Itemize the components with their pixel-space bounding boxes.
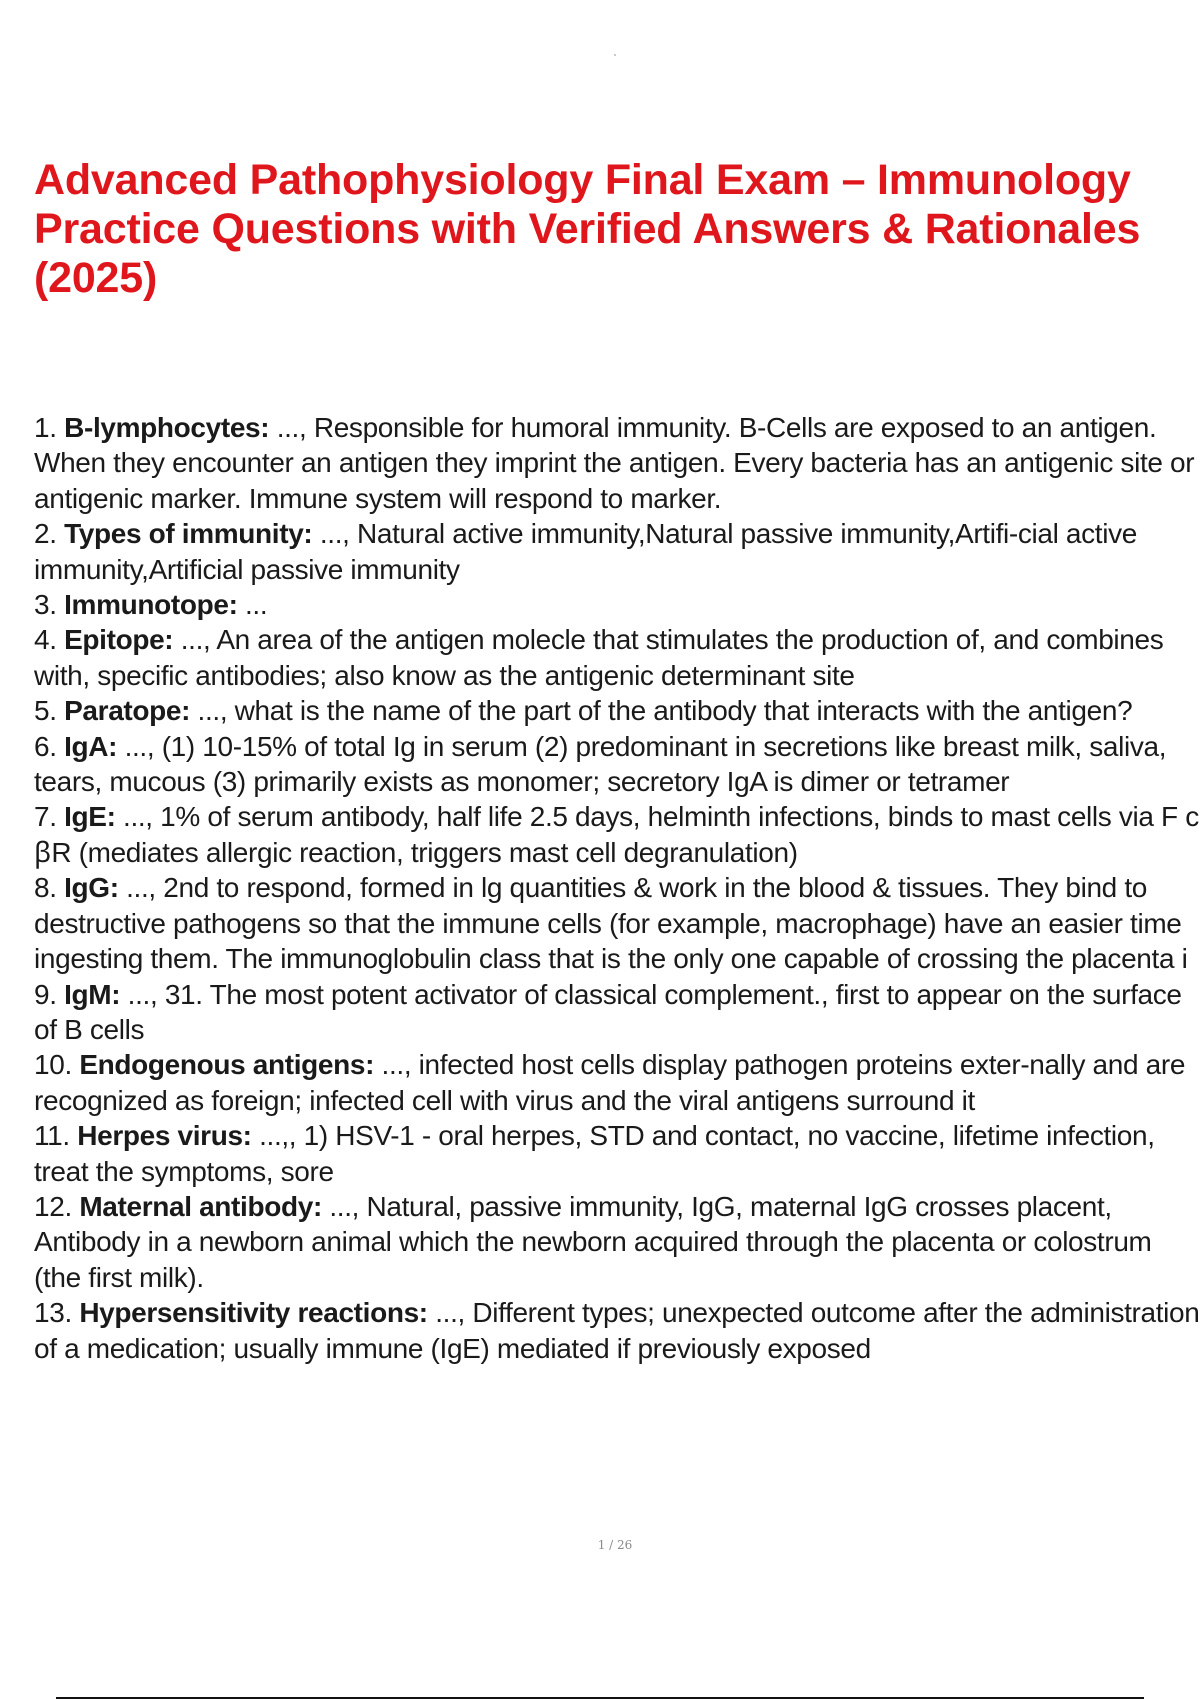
question-item [34, 693, 1200, 728]
page-number: 1 / 26 [597, 1538, 633, 1552]
question-item [34, 729, 1200, 800]
question-number: 6. [34, 730, 57, 762]
question-item [34, 977, 1200, 1048]
question-answer: ..., (1) 10-15% of total Ig in serum (2) predominant in secretions like breast milk, saliva, tears, mucous (3) primarily exists as monomer; secretory IgA is dimer or tetramer [34, 730, 1167, 798]
question-number: 3. [34, 589, 57, 621]
question-item [34, 799, 1200, 870]
question-term: Immunotope: [64, 589, 238, 621]
question-number: 5. [34, 695, 57, 727]
question-answer: ... [245, 589, 268, 621]
question-item [34, 516, 1200, 587]
question-number: 11. [34, 1120, 70, 1152]
question-number: 8. [34, 872, 57, 904]
question-item [34, 870, 1200, 976]
question-answer: ..., 1% of serum antibody, half life 2.5 days, helminth infections, binds to mast cells via F c ꞵR (mediates allergic reaction, triggers mast cell degranulation) [34, 801, 1199, 868]
question-answer: ..., 2nd to respond, formed in lg quantities & work in the blood & tissues. They bind to destructive pathogens so that the immune cells (for example, macrophage) have an easier time ingesting them. The immunoglobulin class that is the only one capable of crossing the placenta i [34, 872, 1188, 975]
question-term: Endogenous antigens: [79, 1049, 375, 1081]
question-term: IgE: [64, 801, 116, 833]
question-number: 9. [34, 978, 57, 1010]
question-term: Types of immunity: [64, 518, 313, 550]
question-list [34, 410, 1200, 1366]
question-answer: ..., Natural active immunity,Natural passive immunity,Artifi-cial active immunity,Artificial passive immunity [34, 518, 1137, 585]
question-term: IgM: [64, 978, 121, 1010]
question-item [34, 1118, 1200, 1189]
question-item [34, 622, 1200, 693]
question-number: 4. [34, 624, 57, 656]
question-term: Paratope: [64, 695, 191, 727]
question-answer: ..., Responsible for humoral immunity. B-Cells are exposed to an antigen. When they encounter an antigen they imprint the antigen. Every bacteria has an antigenic site or antigenic marker. Immune system will respond to marker. [34, 412, 1195, 514]
question-answer: ..., infected host cells display pathogen proteins exter-nally and are recognized as foreign; infected cell with virus and the viral antigens surround it [34, 1049, 1186, 1116]
question-answer: ..., Natural, passive immunity, IgG, maternal IgG crosses placent, Antibody in a newborn animal which the newborn acquired through the placenta or colostrum (the first milk). [34, 1190, 1152, 1293]
question-number: 2. [34, 518, 57, 550]
question-answer: ..., An area of the antigen molecle that stimulates the production of, and combines with, specific antibodies; also know as the antigenic determinant site [34, 624, 1164, 691]
question-term: Herpes virus: [77, 1120, 252, 1152]
question-number: 7. [34, 801, 57, 833]
question-term: IgA: [64, 730, 118, 762]
question-number: 10. [34, 1049, 72, 1081]
question-item [34, 410, 1200, 516]
question-item [34, 1295, 1200, 1366]
question-item [34, 587, 1200, 622]
question-term: B-lymphocytes: [64, 412, 270, 443]
question-item [34, 1189, 1200, 1295]
page-top-mark [614, 54, 616, 56]
question-term: IgG: [64, 872, 119, 904]
question-answer: ..., what is the name of the part of the antibody that interacts with the antigen? [197, 695, 1133, 727]
question-number: 1. [34, 412, 57, 443]
document-title: Advanced Pathophysiology Final Exam – Immunology Practice Questions with Verified Answers & Rationales (2025) [34, 156, 1141, 302]
question-item [34, 1047, 1200, 1118]
question-answer: ...,, 1) HSV-1 - oral herpes, STD and contact, no vaccine, lifetime infection, treat the symptoms, sore [34, 1120, 1155, 1187]
bottom-divider [56, 1697, 1144, 1699]
question-answer: ..., Different types; unexpected outcome after the administration of a medication; usually immune (IgE) mediated if previously exposed [34, 1297, 1200, 1364]
question-term: Maternal antibody: [79, 1190, 322, 1222]
question-number: 12. [34, 1190, 72, 1222]
question-number: 13. [34, 1297, 72, 1329]
question-term: Hypersensitivity reactions: [79, 1297, 428, 1329]
question-term: Epitope: [64, 624, 174, 656]
question-answer: ..., 31. The most potent activator of classical complement., first to appear on the surface of B cells [34, 978, 1182, 1045]
